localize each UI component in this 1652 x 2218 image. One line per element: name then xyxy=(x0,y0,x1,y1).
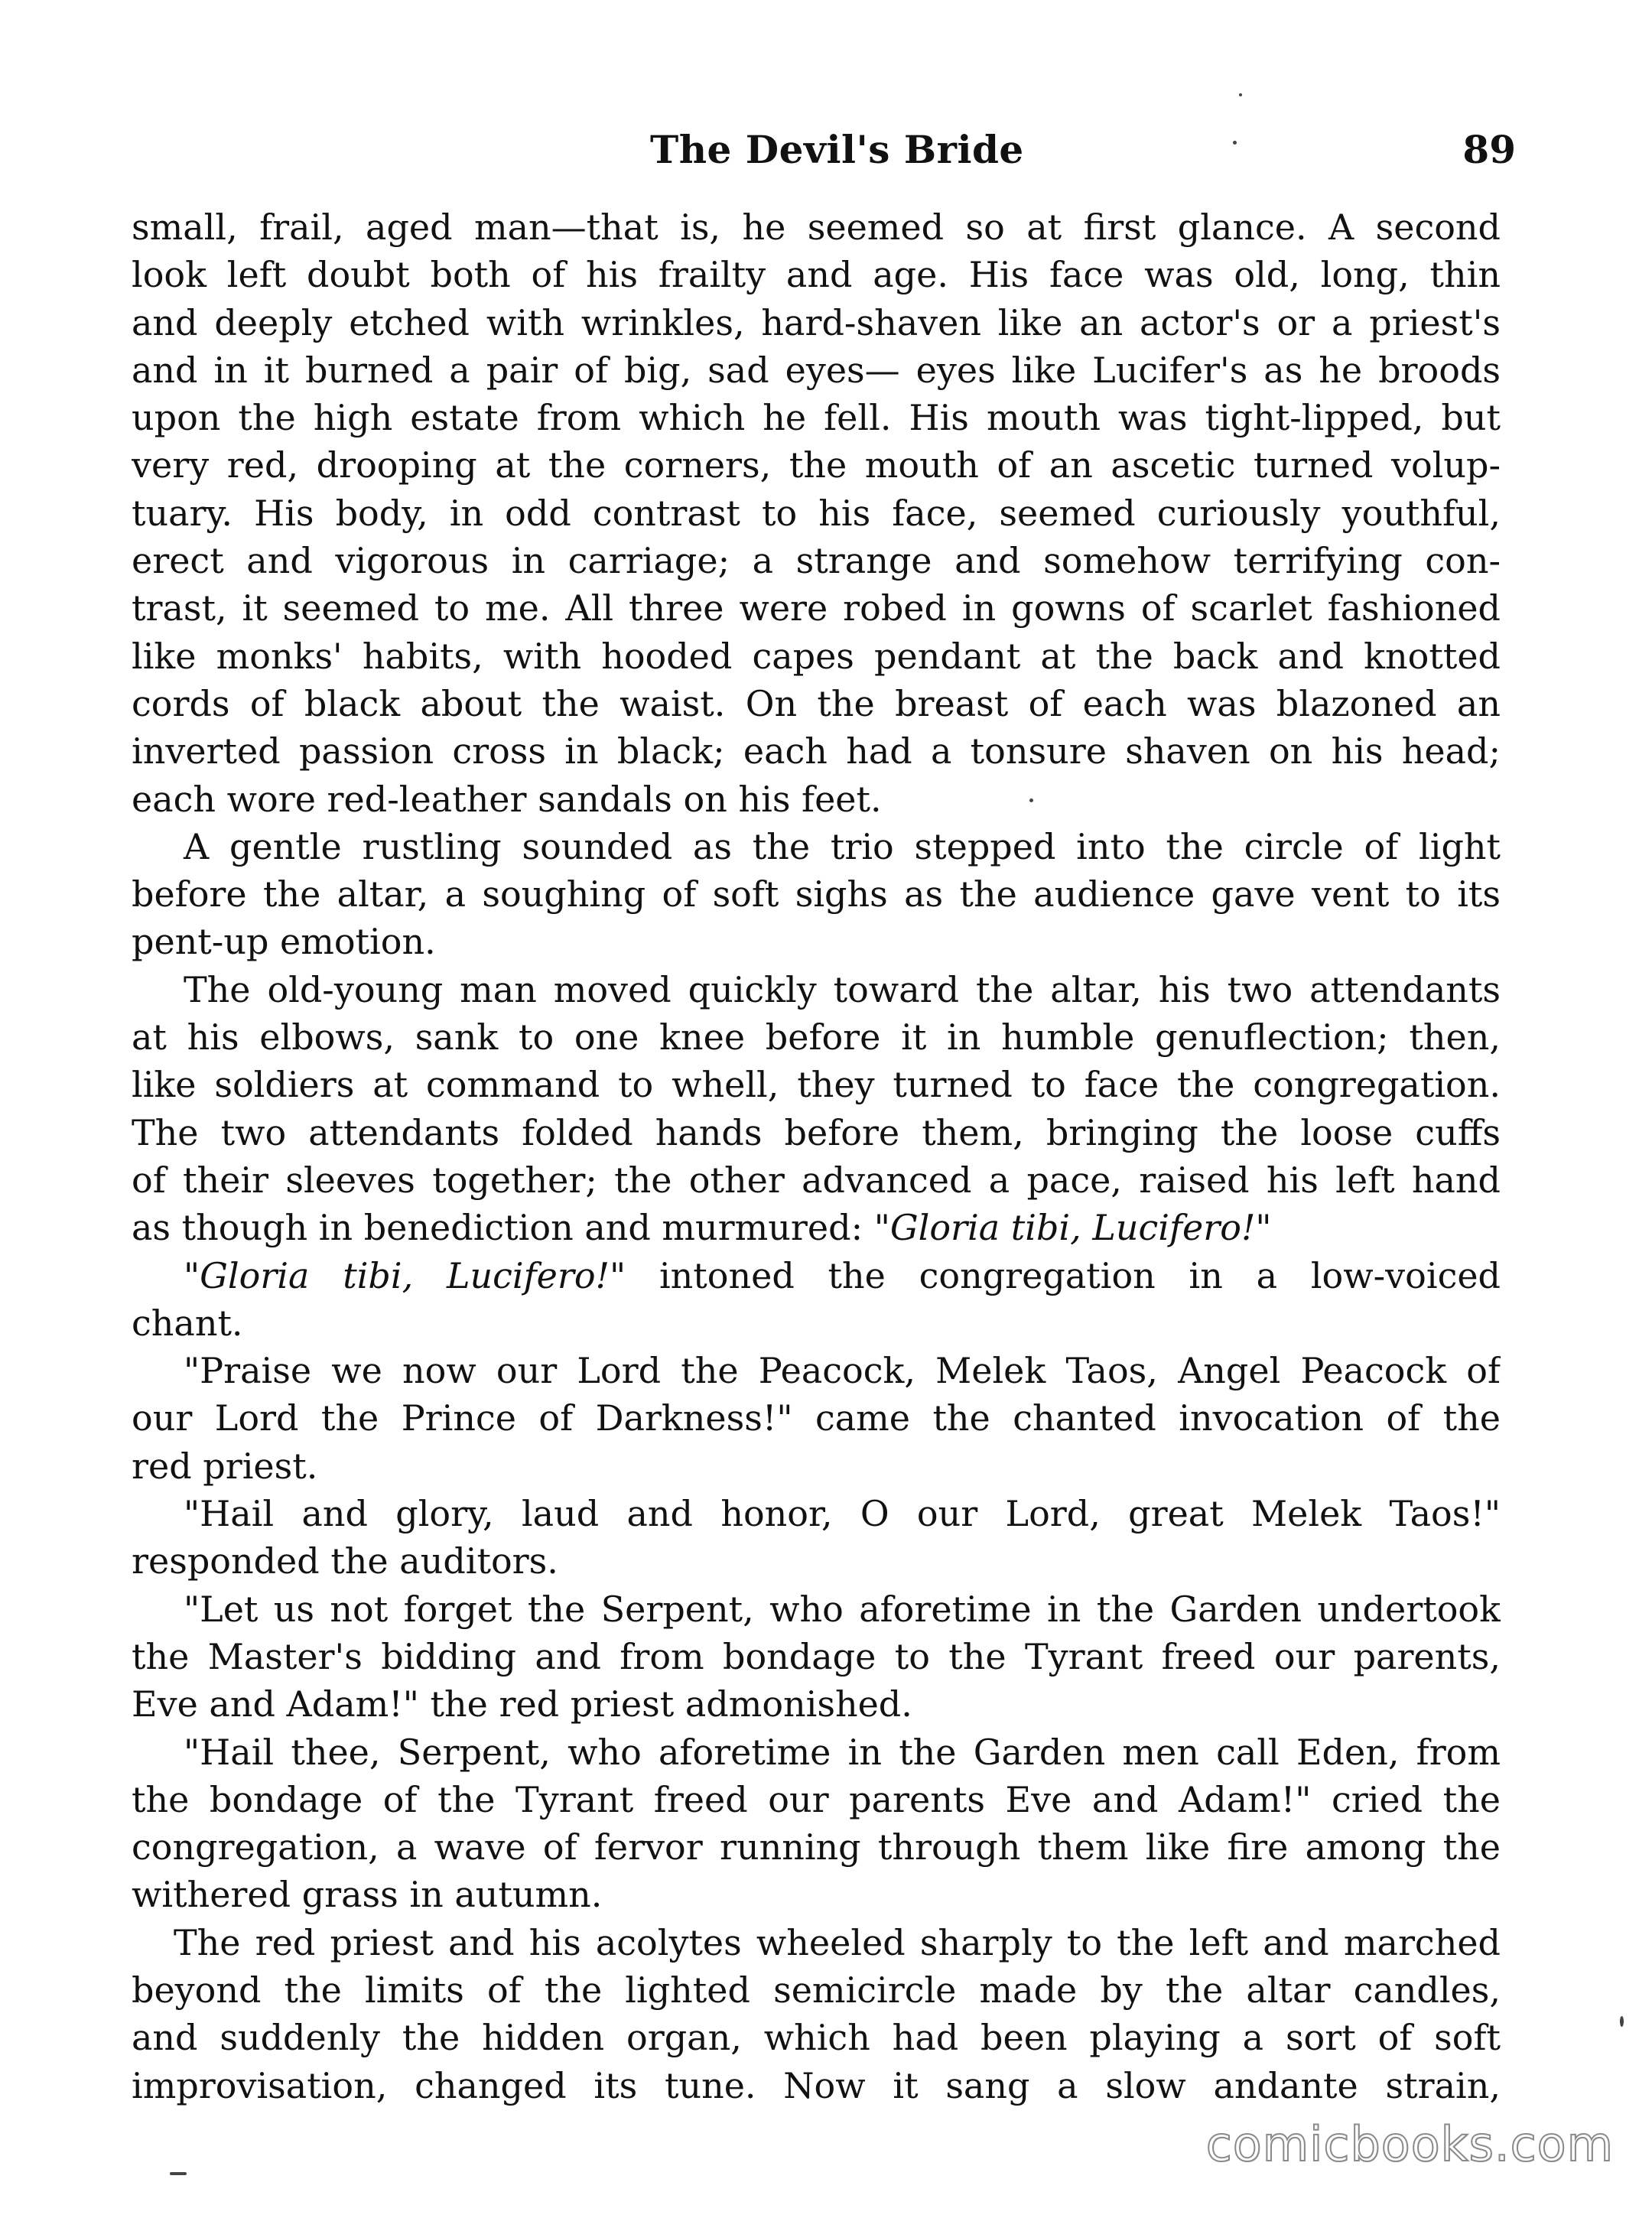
text-line: "Let us not forget the Serpent, who aforetime in the Garden undertook xyxy=(184,1588,1501,1630)
page-number: 89 xyxy=(1462,127,1516,172)
text-line: each wore red-leather sandals on his feet. xyxy=(132,778,882,820)
text-line: inverted passion cross in black; each had a tonsure shaven on his head; xyxy=(132,730,1501,772)
site-watermark: comicbooks.com xyxy=(1205,2116,1614,2172)
running-title: The Devil's Bride xyxy=(650,127,1024,172)
text-line: "Praise we now our Lord the Peacock, Melek Taos, Angel Peacock of xyxy=(184,1350,1501,1392)
text-line: before the altar, a soughing of soft sighs as the audience gave vent to its xyxy=(132,873,1501,915)
text-line: red priest. xyxy=(132,1445,318,1487)
text-line: The two attendants folded hands before them, bringing the loose cuffs xyxy=(132,1111,1501,1153)
print-speck xyxy=(1239,93,1242,96)
text-line: upon the high estate from which he fell. His mouth was tight-lipped, but xyxy=(132,397,1501,439)
page-header xyxy=(132,127,1516,180)
text-line: "Hail and glory, laud and honor, O our Lord, great Melek Taos!" xyxy=(184,1493,1501,1535)
text-line: tuary. His body, in odd contrast to his face, seemed curiously youthful, xyxy=(132,492,1501,534)
italic-quote: "Gloria tibi, Lucifero!" xyxy=(873,1207,1272,1249)
text-line xyxy=(132,1204,1501,1251)
italic-quote: "Gloria tibi, Lucifero!" xyxy=(184,1254,626,1296)
text-line: improvisation, changed its tune. Now it sang a slow andante strain, xyxy=(132,2064,1501,2106)
text-line: our Lord the Prince of Darkness!" came the chanted invocation of the xyxy=(132,1397,1501,1439)
text-line: withered grass in autumn. xyxy=(132,1874,603,1916)
text-line: Eve and Adam!" the red priest admonished. xyxy=(132,1683,912,1725)
print-speck xyxy=(170,2172,187,2175)
text-line: at his elbows, sank to one knee before it in humble genuflection; then, xyxy=(132,1016,1501,1059)
text-line: and suddenly the hidden organ, which had been playing a sort of soft xyxy=(132,2017,1501,2059)
body-text xyxy=(132,203,1501,2109)
text-line: and deeply etched with wrinkles, hard-shaven like an actor's or a priest's xyxy=(132,301,1501,343)
text-segment: as though in benediction and murmured: xyxy=(132,1207,874,1249)
text-line: beyond the limits of the lighted semicircle made by the altar candles, xyxy=(132,1969,1501,2011)
text-segment: intoned the congregation in a low-voiced xyxy=(626,1254,1501,1296)
text-line: and in it burned a pair of big, sad eyes— eyes like Lucifer's as he broods xyxy=(132,349,1501,391)
text-line: small, frail, aged man—that is, he seemed so at first glance. A second xyxy=(132,207,1501,248)
text-line: responded the auditors. xyxy=(132,1540,558,1582)
text-line xyxy=(132,1252,1501,1299)
text-line: cords of black about the waist. On the breast of each was blazoned an xyxy=(132,682,1501,724)
text-line: erect and vigorous in carriage; a strange and somehow terrifying con- xyxy=(132,540,1501,582)
text-line: the Master's bidding and from bondage to the Tyrant freed our parents, xyxy=(132,1635,1501,1677)
text-line: like soldiers at command to whell, they turned to face the congregation. xyxy=(132,1064,1501,1106)
text-line: congregation, a wave of fervor running through them like fire among the xyxy=(132,1826,1501,1868)
print-speck xyxy=(1029,798,1033,802)
text-line: of their sleeves together; the other advanced a pace, raised his left hand xyxy=(132,1159,1501,1201)
text-line: The old-young man moved quickly toward the altar, his two attendants xyxy=(184,968,1501,1010)
text-line: "Hail thee, Serpent, who aforetime in the Garden men call Eden, from xyxy=(184,1731,1501,1773)
print-speck xyxy=(1233,141,1237,145)
text-line: trast, it seemed to me. All three were robed in gowns of scarlet fashioned xyxy=(132,587,1501,629)
text-line: like monks' habits, with hooded capes pendant at the back and knotted xyxy=(132,635,1501,677)
text-line: pent-up emotion. xyxy=(132,921,436,963)
print-speck xyxy=(1620,2016,1624,2027)
text-line: look left doubt both of his frailty and age. His face was old, long, thin xyxy=(132,254,1501,296)
text-line: the bondage of the Tyrant freed our parents Eve and Adam!" cried the xyxy=(132,1778,1501,1820)
text-line: A gentle rustling sounded as the trio stepped into the circle of light xyxy=(184,825,1501,867)
text-line: very red, drooping at the corners, the mouth of an ascetic turned volup- xyxy=(132,444,1501,486)
text-line: The red priest and his acolytes wheeled sharply to the left and marched xyxy=(174,1921,1501,1963)
text-line: chant. xyxy=(132,1302,243,1344)
